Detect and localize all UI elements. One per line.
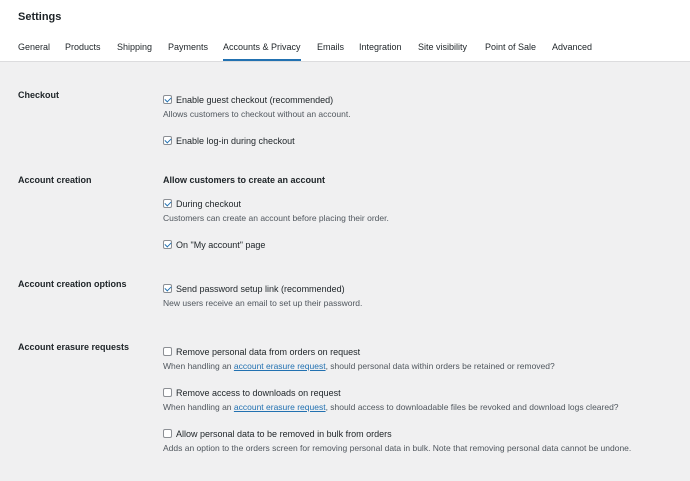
tab-products[interactable]: Products bbox=[65, 42, 101, 52]
login-checkout-option[interactable] bbox=[163, 131, 295, 149]
downloads-desc-suffix: , should access to downloadable files be revoked and download logs cleared? bbox=[325, 402, 619, 412]
tab-accounts-privacy[interactable]: Accounts & Privacy bbox=[223, 42, 301, 61]
remove-downloads-checkbox[interactable] bbox=[163, 388, 172, 397]
remove-orders-option[interactable] bbox=[163, 342, 360, 360]
remove-downloads-description bbox=[163, 402, 619, 412]
account-creation-options-label: Account creation options bbox=[18, 279, 127, 289]
my-account-label: On "My account" page bbox=[176, 240, 266, 250]
tab-point-of-sale[interactable]: Point of Sale bbox=[485, 42, 537, 52]
send-password-checkbox[interactable] bbox=[163, 284, 172, 293]
bulk-remove-checkbox[interactable] bbox=[163, 429, 172, 438]
guest-checkout-option[interactable] bbox=[163, 90, 333, 108]
during-checkout-description: Customers can create an account before placing their order. bbox=[163, 213, 389, 223]
downloads-desc-prefix: When handling an bbox=[163, 402, 234, 412]
remove-orders-label: Remove personal data from orders on request bbox=[176, 347, 361, 357]
orders-desc-suffix: , should personal data within orders be retained or removed? bbox=[325, 361, 555, 371]
during-checkout-label: During checkout bbox=[176, 199, 242, 209]
login-checkout-checkbox[interactable] bbox=[163, 136, 172, 145]
tab-integration[interactable]: Integration bbox=[359, 42, 402, 52]
my-account-checkbox[interactable] bbox=[163, 240, 172, 249]
bulk-remove-description: Adds an option to the orders screen for removing personal data in bulk. Note that removing personal data cannot be undone. bbox=[163, 443, 632, 453]
account-creation-subheading: Allow customers to create an account bbox=[163, 175, 326, 185]
remove-downloads-label: Remove access to downloads on request bbox=[176, 388, 341, 398]
tab-emails[interactable]: Emails bbox=[317, 42, 345, 52]
orders-desc-prefix: When handling an bbox=[163, 361, 234, 371]
guest-checkout-checkbox[interactable] bbox=[163, 95, 172, 104]
tab-site-visibility[interactable]: Site visibility bbox=[418, 42, 468, 52]
tab-payments[interactable]: Payments bbox=[168, 42, 209, 52]
send-password-description: New users receive an email to set up their password. bbox=[163, 298, 363, 308]
account-creation-label: Account creation bbox=[18, 175, 92, 185]
remove-orders-checkbox[interactable] bbox=[163, 347, 172, 356]
page-title: Settings bbox=[18, 11, 62, 23]
remove-orders-description bbox=[163, 361, 555, 371]
tab-general[interactable]: General bbox=[18, 42, 51, 52]
tab-shipping[interactable]: Shipping bbox=[117, 42, 153, 52]
tab-advanced[interactable]: Advanced bbox=[552, 42, 593, 52]
account-erasure-request-link-2[interactable]: account erasure request bbox=[233, 402, 326, 412]
my-account-option[interactable] bbox=[163, 235, 265, 253]
during-checkout-option[interactable] bbox=[163, 194, 241, 212]
checkout-label: Checkout bbox=[18, 90, 60, 100]
account-erasure-label: Account erasure requests bbox=[18, 342, 130, 352]
bulk-remove-label: Allow personal data to be removed in bulk from orders bbox=[176, 429, 392, 439]
settings-header bbox=[0, 0, 690, 62]
bulk-remove-option[interactable] bbox=[163, 424, 392, 442]
guest-checkout-description: Allows customers to checkout without an account. bbox=[163, 109, 351, 119]
during-checkout-checkbox[interactable] bbox=[163, 199, 172, 208]
send-password-label: Send password setup link (recommended) bbox=[176, 284, 345, 294]
send-password-option[interactable] bbox=[163, 279, 345, 297]
guest-checkout-label: Enable guest checkout (recommended) bbox=[176, 95, 334, 105]
account-erasure-request-link[interactable]: account erasure request bbox=[233, 361, 326, 371]
remove-downloads-option[interactable] bbox=[163, 383, 341, 401]
login-checkout-label: Enable log-in during checkout bbox=[176, 136, 295, 146]
